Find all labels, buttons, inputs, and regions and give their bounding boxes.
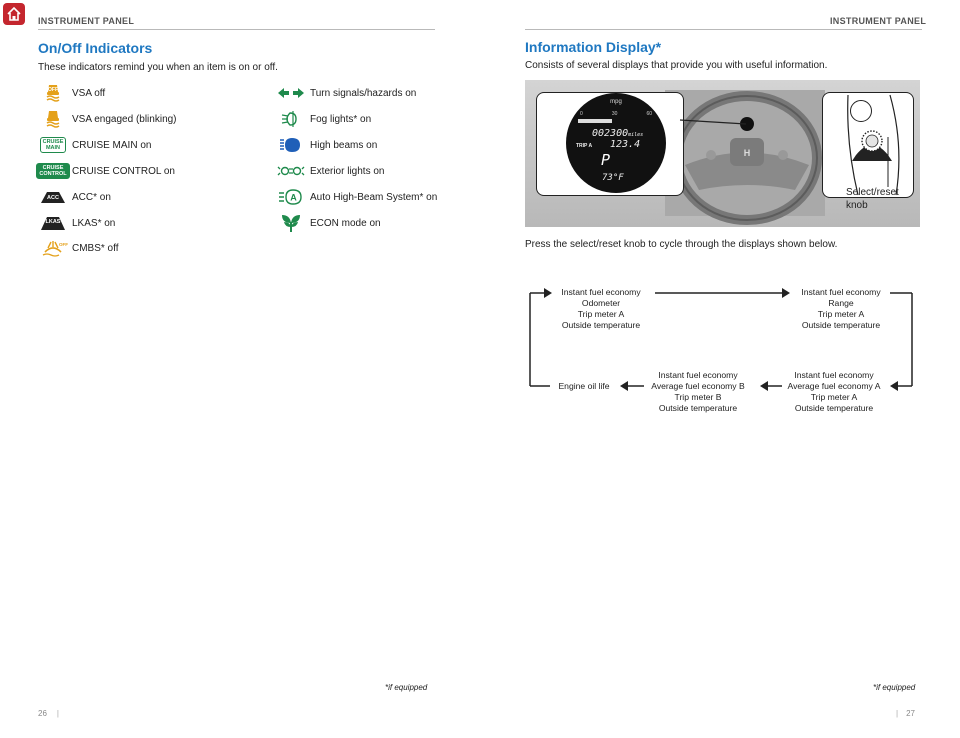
indicator-fog-light (276, 109, 371, 129)
flow-box-average-fuel-b (644, 370, 752, 414)
svg-text:OFF: OFF (59, 242, 68, 247)
left-footnote: *if equipped (385, 683, 428, 692)
flow-line: Instant fuel economy (658, 370, 738, 380)
indicator-acc (38, 187, 111, 207)
on-off-indicators-title: On/Off Indicators (38, 40, 153, 56)
flow-line: Outside temperature (794, 403, 874, 413)
indicator-label: High beams on (310, 139, 378, 151)
gauge-tick: 0 (580, 111, 583, 117)
gauge-tick: 60 (646, 111, 652, 117)
flow-line: Trip meter A (577, 309, 625, 319)
vsa-off-icon (38, 83, 68, 103)
indicator-label: LKAS* on (72, 217, 116, 229)
cruise-control-icon: CRUISE CONTROL (38, 161, 68, 181)
flow-line: Average fuel economy A (787, 381, 881, 391)
fog-light-icon (276, 109, 306, 129)
select-reset-knob-label: Select/reset knob (846, 187, 899, 211)
home-icon[interactable] (3, 3, 25, 25)
indicator-label: Exterior lights on (310, 165, 385, 177)
left-page-header: INSTRUMENT PANEL (38, 16, 135, 26)
turn-signal-icon (276, 83, 306, 103)
outside-temperature-readout: 73°F (602, 173, 624, 183)
flow-line: Trip meter B (674, 392, 722, 402)
flow-line: Outside temperature (801, 320, 881, 330)
indicator-label: CRUISE MAIN on (72, 139, 152, 151)
select-reset-knob-graphic (826, 95, 912, 195)
flow-line: Range (828, 298, 854, 308)
indicator-label: CRUISE CONTROL on (72, 165, 175, 177)
left-header-rule (38, 29, 435, 30)
trip-label: TRIP A (576, 143, 593, 149)
flow-line: Instant fuel economy (794, 370, 874, 380)
indicator-label: Turn signals/hazards on (310, 87, 417, 99)
svg-text:OFF: OFF (48, 87, 58, 93)
svg-text:H: H (743, 148, 751, 158)
gear-indicator: P (601, 151, 611, 169)
fuel-economy-bar (578, 119, 612, 123)
cmbs-off-icon (38, 238, 68, 258)
flow-box-odometer (553, 287, 649, 331)
indicator-auto-high-beam (276, 187, 437, 207)
instruction-text: Press the select/reset knob to cycle through the displays shown below. (525, 239, 838, 250)
cruise-main-icon: CRUISE MAIN (38, 135, 68, 155)
gauge-scale (580, 111, 652, 119)
odometer-readout: 002300miles (592, 128, 644, 139)
auto-high-beam-icon (276, 187, 306, 207)
right-header-rule (525, 29, 922, 30)
indicator-label: VSA off (72, 87, 106, 99)
lkas-icon (38, 213, 68, 233)
vsa-engaged-icon (38, 109, 68, 129)
indicator-label: VSA engaged (blinking) (72, 113, 177, 125)
right-intro-text: Consists of several displays that provide you with useful information. (525, 60, 828, 71)
flow-line: Engine oil life (558, 381, 610, 391)
right-page-header: INSTRUMENT PANEL (830, 16, 927, 26)
indicator-high-beam (276, 135, 377, 155)
left-page-number: 26 | (38, 709, 59, 718)
flow-box-average-fuel-a (780, 370, 888, 414)
indicator-label: ACC* on (72, 191, 111, 203)
left-intro-text: These indicators remind you when an item is on or off. (38, 62, 278, 73)
flow-line: Trip meter A (810, 392, 858, 402)
flow-line: Outside temperature (561, 320, 641, 330)
right-footnote: *if equipped (873, 683, 916, 692)
high-beam-icon (276, 135, 306, 155)
svg-text:A: A (290, 192, 297, 203)
indicator-lkas (38, 213, 115, 233)
indicator-cruise-main (38, 135, 151, 155)
callout-connector (680, 110, 750, 130)
indicator-cmbs-off (38, 238, 119, 258)
indicator-cruise-control (38, 161, 175, 181)
flow-line: Instant fuel economy (801, 287, 881, 297)
right-page-number: | 27 (896, 709, 915, 718)
svg-text:LKAS: LKAS (45, 219, 61, 225)
information-display-title: Information Display* (525, 39, 662, 55)
svg-text:ACC: ACC (47, 195, 59, 201)
gauge-tick: 30 (611, 111, 618, 117)
indicator-vsa-off (38, 83, 105, 103)
acc-icon (38, 187, 68, 207)
indicator-econ (276, 213, 381, 233)
indicator-label: CMBS* off (72, 242, 119, 254)
indicator-turn-signal (276, 83, 416, 103)
indicator-label: Fog lights* on (310, 113, 372, 125)
trip-readout: 123.4 (610, 139, 641, 150)
exterior-light-icon (276, 161, 306, 181)
flow-line: Outside temperature (658, 403, 738, 413)
flow-line: Odometer (581, 298, 621, 308)
flow-box-engine-oil-life (553, 381, 615, 392)
indicator-exterior-light (276, 161, 384, 181)
flow-line: Trip meter A (817, 309, 865, 319)
indicator-label: ECON mode on (310, 217, 381, 229)
flow-line: Average fuel economy B (651, 381, 745, 391)
indicator-label: Auto High-Beam System* on (310, 191, 438, 203)
flow-line: Instant fuel economy (561, 287, 641, 297)
flow-box-range (793, 287, 889, 331)
indicator-vsa-engaged (38, 109, 177, 129)
gauge-unit-label: mpg (610, 99, 622, 105)
econ-leaf-icon (276, 213, 306, 233)
